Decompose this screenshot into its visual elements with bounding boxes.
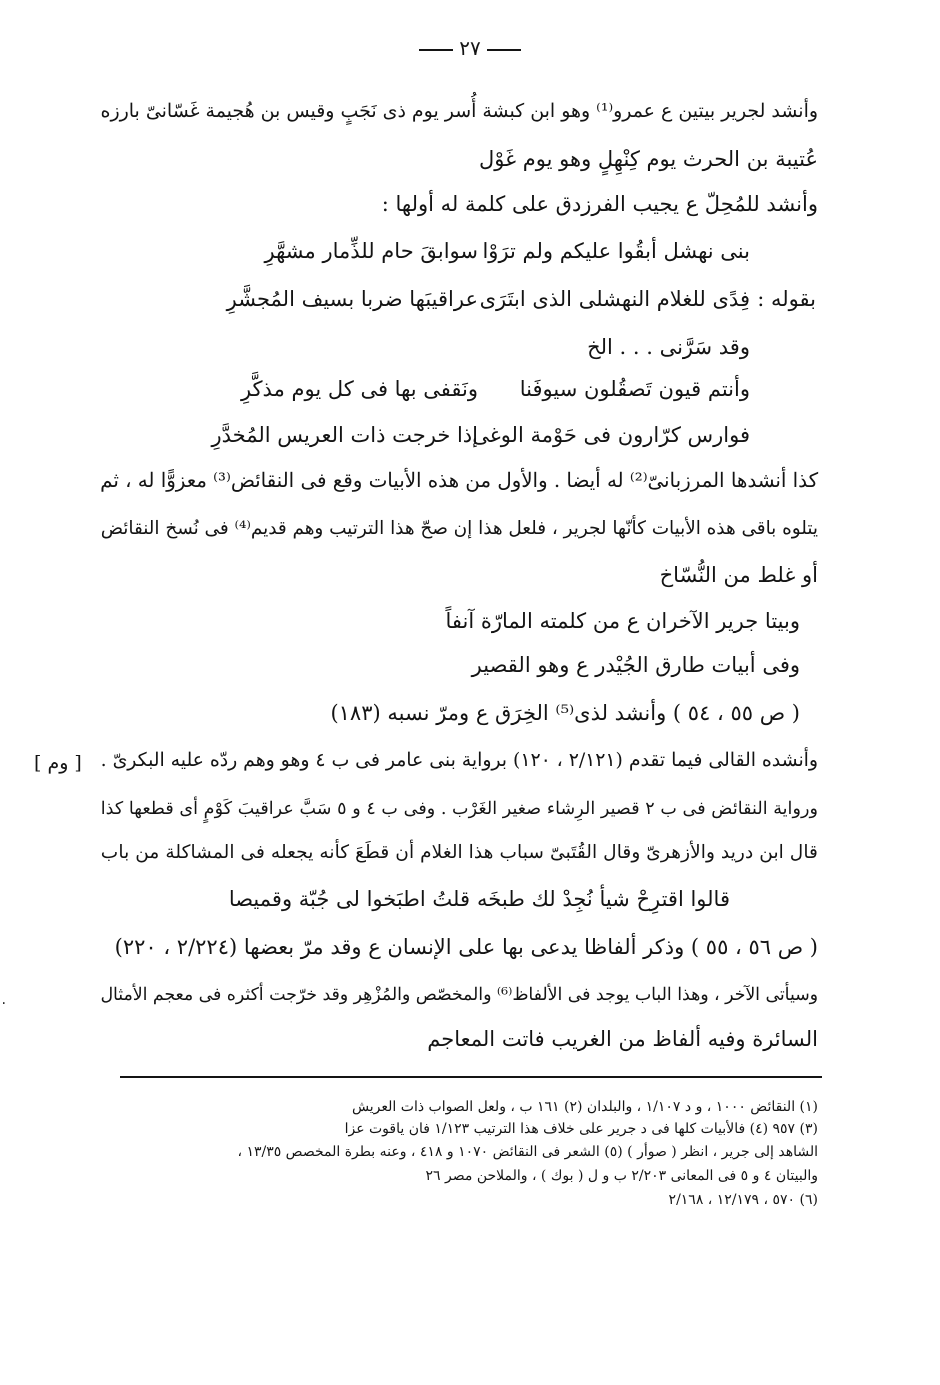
verse-hemistich-right: فوارس كرّارون فى حَوْمة الوغى [472, 423, 750, 447]
text-line: ( ص ٥٥ ، ٥٤ ) وأنشد لذى⁽⁵⁾ الخِرَق ع ومرّ نسبه (١٨٣) [330, 701, 800, 725]
text-line: يتلوه باقى هذه الأبيات كأنّها لجرير ، فلعل هذا إن صحّ هذا الترتيب وهم قديم⁽⁴⁾ فى نُسخ النقائض [100, 518, 818, 539]
text-line: ورواية النقائض فى ب ٢ قصير الرِشاء صغير الغَرْب . وفى ب ٤ و ٥ سَبَّ عراقيبَ كَوْمٍ أى قطعها كذا [100, 799, 818, 819]
verse-hemistich-left: سوابقَ حام للذِّمار مشهَّرِ [264, 239, 478, 263]
verse-hemistich-left: إذا خرجت ذات العريس المُخدَّرِ [211, 423, 478, 447]
text-line: وأنشد للمُحِلّ ع يجيب الفرزدق على كلمة له أولها : [381, 192, 818, 216]
text-line: وسيأتى الآخر ، وهذا الباب يوجد فى الألفاظ⁽⁶⁾ والمخصّص والمُزْهِر وقد خرّجت أكثره فى معجم الأمثال [100, 985, 818, 1005]
text-line: أو غلط من النُّسّاخ [659, 563, 818, 587]
verse-hemistich-left: ونَقفى بها فى كل يوم مذكَّرِ [240, 377, 478, 401]
text-line: السائرة وفيه ألفاظ من الغريب فاتت المعاجم [427, 1027, 818, 1051]
footnote-divider [120, 1076, 822, 1078]
verse-hemistich-left: قلتُ اطبَخوا لى جُبّة وقميصا [228, 887, 470, 911]
text-line: وأنشد لجرير بيتين ع عمرو⁽¹⁾ وهو ابن كبشة أُسر يوم ذى نَجَبٍ وقيس بن هُجيمة غَسّانىّ بارزه [100, 100, 818, 122]
text-line: وفى أبيات طارق الجُيْدر ع وهو القصير [471, 653, 800, 677]
text-line: وبيتا جرير الآخران ع من كلمته المارّة آنفاً [445, 609, 800, 633]
footnote-line: والبيتان ٤ و ٥ فى المعانى ٢/٢٠٣ ب و ل ( بوك ) ، والملاحن مصر ٢٦ [425, 1168, 818, 1184]
footnote-line: الشاهد إلى جرير ، انظر ( صوأر ) (٥) الشعر فى النقائض ١٠٧٠ و ٤١٨ ، وعنه بطرة المخصص ١٣/٣٥ ، [237, 1144, 818, 1160]
verse-hemistich-left: عراقيبَها ضربا بسيف المُجشَّرِ [226, 287, 478, 311]
footnote-line: (١) النقائض ١٠٠٠ ، و د ١/١٠٧ ، والبلدان (٢) ١٦١ ب ، ولعل الصواب ذات العريش [351, 1099, 818, 1115]
verse-fragment: وقد سَرَّنى . . . الخ [587, 335, 750, 359]
footnote-line: (٣) ٩٥٧ (٤) فالأبيات كلها فى د جرير على خلاف هذا الترتيب ١/١٢٣ فان ياقوت عزا [344, 1121, 818, 1137]
margin-note: [ وم ] [34, 752, 82, 774]
text-line: ( ص ٥٦ ، ٥٥ ) وذكر ألفاظا يدعى بها على الإنسان ع وقد مرّ بعضها (٢/٢٢٤ ، ٢٢٠) [114, 935, 818, 959]
verse-intro-label: بقوله : [757, 287, 816, 311]
margin-dot: ٠ [0, 995, 8, 1011]
verse-hemistich-right: فِدًى للغلام النهشلى الذى ابتَرَى [479, 287, 750, 311]
text-line: وأنشده القالى فيما تقدم (٢/١٢١ ، ١٢٠) برواية بنى عامر فى ب ٤ وهو وهم ردّه عليه البكرىّ . [100, 750, 818, 771]
verse-hemistich-right: وأنتم قيون تَصقُلون سيوفَنا [519, 377, 750, 401]
page-number [0, 36, 940, 60]
page-number-text: ٢٧ [459, 36, 481, 60]
footnote-line: (٦) ٥٧٠ ، ١٢/١٧٩ ، ٢/١٦٨ [668, 1192, 818, 1208]
text-line: قال ابن دريد والأزهرىّ وقال القُتَبىّ سباب هذا الغلام أن قطَعَ كأنه يجعله فى المشاكلة من باب [100, 842, 818, 863]
text-line: كذا أنشدها المرزبانىّ⁽²⁾ له أيضا . والأول من هذه الأبيات وقع فى النقائض⁽³⁾ معزوًّا له ، ثم [100, 469, 818, 492]
text-line: عُتيبة بن الحرث يوم كِنْهِلٍ وهو يوم غَوْل [479, 147, 818, 171]
verse-hemistich-right: قالوا اقترِحْ شيأ نُجِدْ لك طبخَه [477, 887, 730, 911]
verse-hemistich-right: بنى نهشل أبقُوا عليكم ولم ترَوْا [482, 239, 750, 263]
